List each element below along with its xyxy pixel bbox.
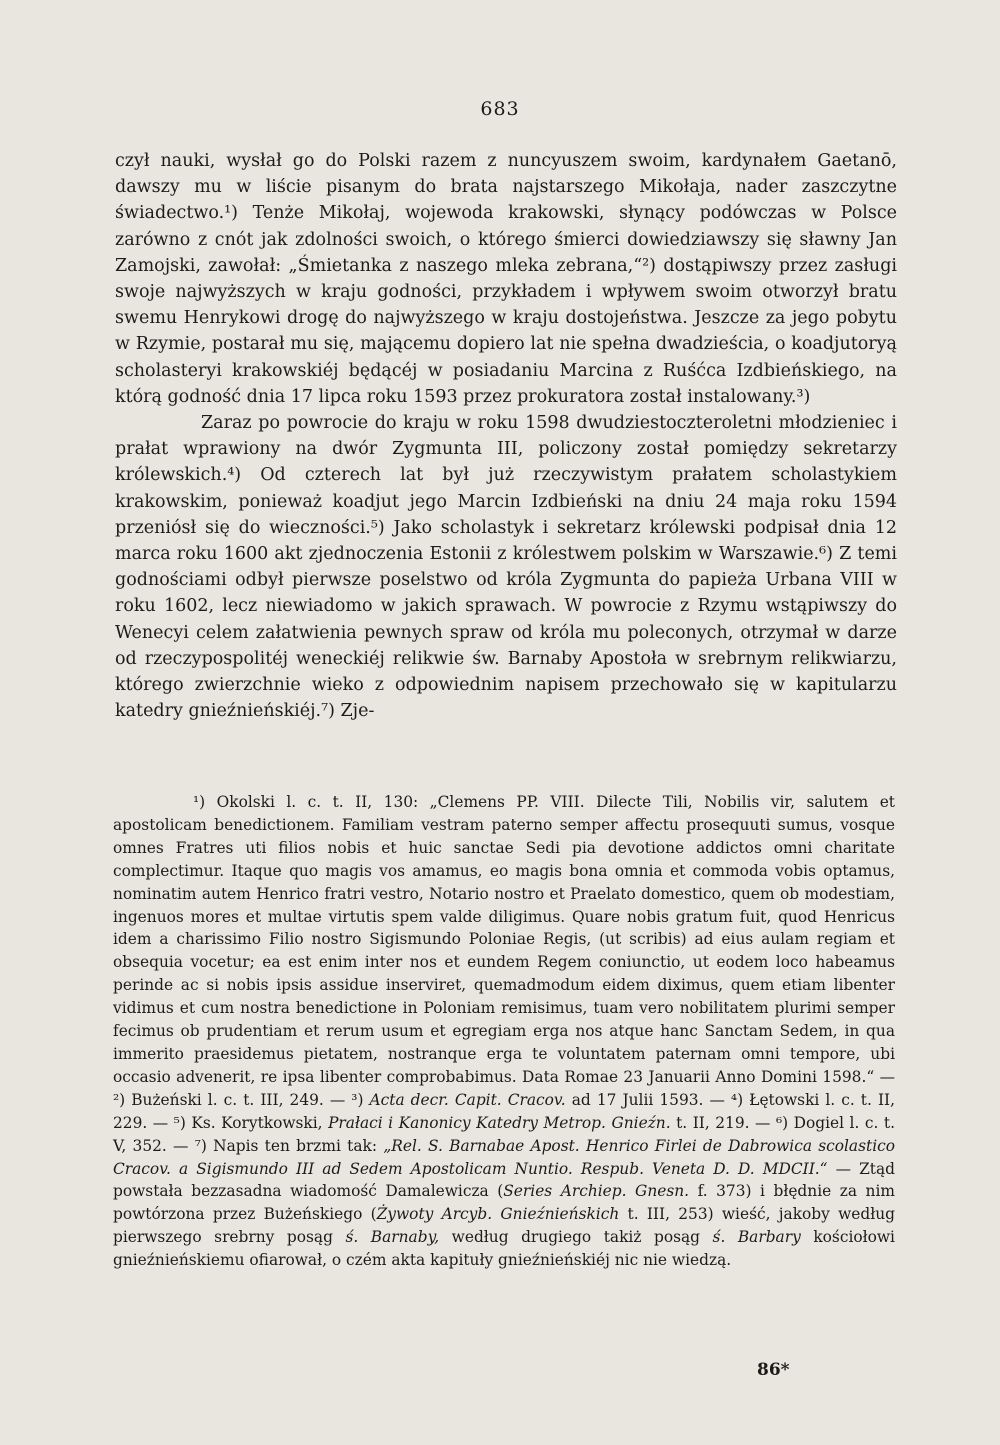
footnote-text: kościołowi gnieźnieńskiemu ofiarował, o czém akta kapituły gnieźnieńskiéj nic nie wiedzą. (113, 1228, 895, 1270)
footnote-text: — Ztąd powstała bezzasadna wiadomość Damalewicza ( (113, 1159, 895, 1201)
footnotes (113, 791, 895, 1272)
signature-mark: 86* (757, 1360, 790, 1380)
footnote-text: f. 373) i błędnie za nim powtórzona przez Bużeńskiego ( (113, 1182, 895, 1224)
page-number: 683 (480, 98, 520, 120)
main-text (115, 148, 897, 724)
footnote-text: t. III, 253) wieść, jakoby według pierwszego srebrny posąg (113, 1205, 895, 1247)
footnote-text: ad 17 Julii 1593. — ⁴) Łętowski l. c. t. II, 229. — ⁵) Ks. Korytkowski, (113, 1090, 895, 1132)
footnote-inscription: „Rel. S. Barnabae Apost. Henrico Firlei de Dabrowica scolastico Cracov. a Sigismundo III ad Sedem Apostolicam Nuntio. Respub. Veneta D. D. MDCII.“ (113, 1136, 896, 1178)
footnote-text: t. II, 219. — ⁶) Dogiel l. c. t. V, 352. — ⁷) Napis ten brzmi tak: (113, 1113, 895, 1155)
footnote-text: według drugiego takiż posąg (451, 1228, 701, 1247)
paragraph-1: czył nauki, wysłał go do Polski razem z nuncyuszem swoim, kardynałem Gaetanō, dawszy mu w liście pisanym do brata najstarszego Mikołaja, nader zaszczytne świadectwo.¹) Tenże Mikołaj, wojewoda krakowski, słynący podówczas w Polsce zarówno z cnót jak zdolności swoich, o którego śmierci dowiedziawszy się sławny Jan Zamojski, zawołał: „Śmietanka z naszego mleka zebrana,“²) dostąpiwszy przez zasługi swoje najwyższych w kraju godności, przykładem i wpływem swoim otworzył bratu swemu Henrykowi drogę do najwyższego w kraju dostojeństwa. Jeszcze za jego pobytu w Rzymie, postarał mu się, mającemu dopiero lat nie spełna dwadzieścia, o koadjutoryą scholasteryi krakowskiéj będącéj w posiadaniu Marcina z Ruśćca Izdbieńskiego, na którą godność dnia 17 lipca roku 1593 przez prokuratora został instalowany.³) (115, 151, 897, 407)
footnote-block (113, 791, 895, 1272)
footnote-text: ¹) Okolski l. c. t. II, 130: „Clemens PP. VIII. Dilecte Tili, Nobilis vir, salutem et apostolicam benedictionem. Familiam vestram paterno semper affectu prosequuti sumus, vosque omnes Fratres uti filios nobis et huic sanctae Sedi pia devotione addictos omni charitate complectimur. Itaque quo magis vos amamus, eo magis bona omnia et commoda vobis optamus, nominatim autem Henrico fratri vestro, Notario nostro et Praelato domestico, quem ob modestiam, ingenuos mores et multae virtutis spem valde diligimus. Quare nobis gratum fuit, quod Henricus idem a charissimo Filio nostro Sigismundo Poloniae Regis, (ut scribis) ad eius aulam regiam et obsequia vocetur; ea est enim inter nos et eundem Regem coniunctio, ut eodem loco habeamus perinde ac si nobis ipsis assidue inserviret, quemadmodum eidem diximus, quem etiam libenter vidimus et cum nostra benedictione in Poloniam remisimus, tuam vero nobilitatem plurimi semper fecimus ob prudentiam et rerum usum et egregiam erga nos atque hanc Sanctam Sedem, in qua immerito praesidemus pietatem, nostranque erga te voluntatem paternam omni tempore, ubi occasio advenerit, re ipsa libenter comprobabimus. Data Romae 23 Januarii Anno Domini 1598.“ — ²) Bużeński l. c. t. III, 249. — ³) (113, 793, 895, 1109)
footnote-citation: Series Archiep. Gnesn. (503, 1182, 690, 1201)
footnote-citation: ś. Barnaby, (345, 1228, 440, 1247)
paragraph-2: Zaraz po powrocie do kraju w roku 1598 dwudziestoczteroletni młodzieniec i prałat wprawiony na dwór Zygmunta III, policzony został pomiędzy sekretarzy królewskich.⁴) Od czterech lat był już rzeczywistym prałatem scholastykiem krakowskim, ponieważ koadjut jego Marcin Izdbieński na dniu 24 maja roku 1594 przeniósł się do wieczności.⁵) Jako scholastyk i sekretarz królewski podpisał dnia 12 marca roku 1600 akt zjednoczenia Estonii z królestwem polskim w Warszawie.⁶) Z temi godnościami odbył pierwsze poselstwo od króla Zygmunta do papieża Urbana VIII w roku 1602, lecz niewiadomo w jakich sprawach. W powrocie z Rzymu wstąpiwszy do Wenecyi celem załatwienia pewnych spraw od króla mu poleconych, otrzymał w darze od rzeczypospolitéj weneckiéj relikwie św. Barnaby Apostoła w srebrnym relikwiarzu, którego zwierzchnie wieko z odpowiednim napisem przechowało się w kapitularzu katedry gnieźnieńskiéj.⁷) Zje- (115, 413, 897, 722)
footnote-citation: Acta decr. Capit. Cracov. (369, 1090, 566, 1109)
footnote-citation: ś. Barbary (712, 1228, 801, 1247)
footnote-citation: Prałaci i Kanonicy Katedry Metrop. Gnieźn. (328, 1113, 671, 1132)
footnote-citation: Żywoty Arcyb. Gnieźnieńskich (376, 1205, 620, 1224)
